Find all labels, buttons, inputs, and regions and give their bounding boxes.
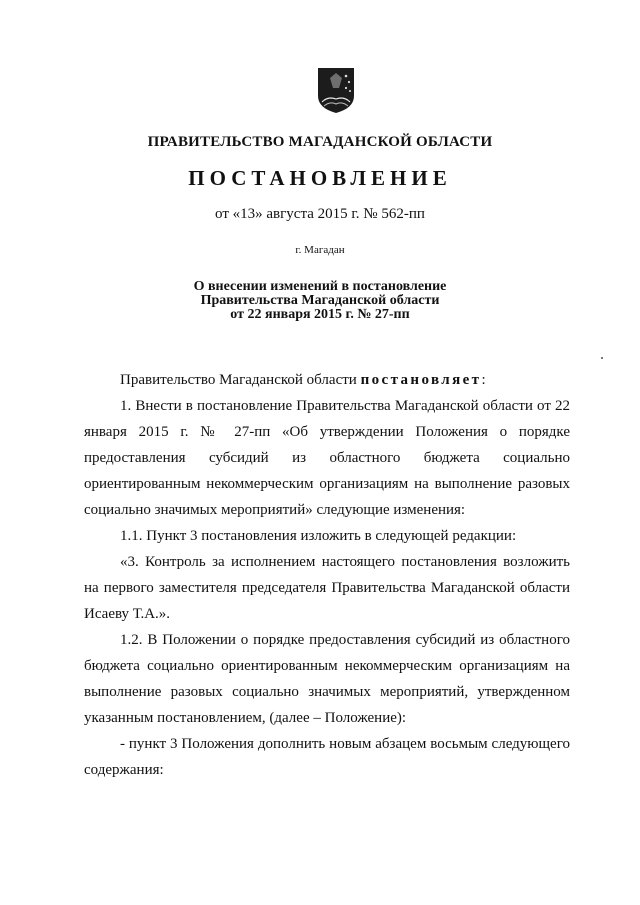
list-item: - пункт 3 Положения дополнить новым абзацем восьмым следующего содержания: — [84, 736, 570, 778]
coat-of-arms-icon — [316, 66, 356, 114]
subject-line: Правительства Магаданской области — [200, 293, 440, 308]
preamble-text: Правительство Магаданской области — [120, 372, 361, 388]
document-city: г. Магадан — [295, 244, 345, 256]
document-subject — [0, 280, 640, 322]
document-date-number: от «13» августа 2015 г. № 562-пп — [215, 206, 425, 222]
paragraph-1-1-quote: «3. Контроль за исполнением настоящего постановления возложить на первого заместителя председателя Правительства Магаданской области Исаеву Т.А.». — [84, 554, 570, 622]
preamble-verb: постановляет — [360, 372, 482, 388]
paragraph-1-2: 1.2. В Положении о порядке предоставления субсидий из областного бюджета социально ориентированным некоммерческим организациям на выполнение разовых социально значимых мероприятий, утвержденном указанным постановлением, (далее – Положение): — [84, 632, 570, 726]
subject-line: от 22 января 2015 г. № 27-пп — [230, 307, 410, 322]
document-type: ПОСТАНОВЛЕНИЕ — [188, 166, 452, 190]
subject-line: О внесении изменений в постановление — [193, 279, 447, 294]
document-body — [84, 367, 570, 783]
organization-name: ПРАВИТЕЛЬСТВО МАГАДАНСКОЙ ОБЛАСТИ — [147, 134, 493, 150]
paragraph-1-1: 1.1. Пункт 3 постановления изложить в следующей редакции: — [120, 528, 517, 544]
scan-speck — [601, 357, 603, 359]
paragraph-1: 1. Внести в постановление Правительства Магаданской области от 22 января 2015 г. № 27-пп «Об утверждении Положения о порядке предоставления субсидий из областного бюджета социально ориентированным некоммерческим организациям на выполнение разовых социально значимых мероприятий» следующие изменения: — [84, 398, 570, 518]
preamble-colon: : — [481, 372, 486, 388]
preamble-paragraph — [84, 367, 570, 393]
